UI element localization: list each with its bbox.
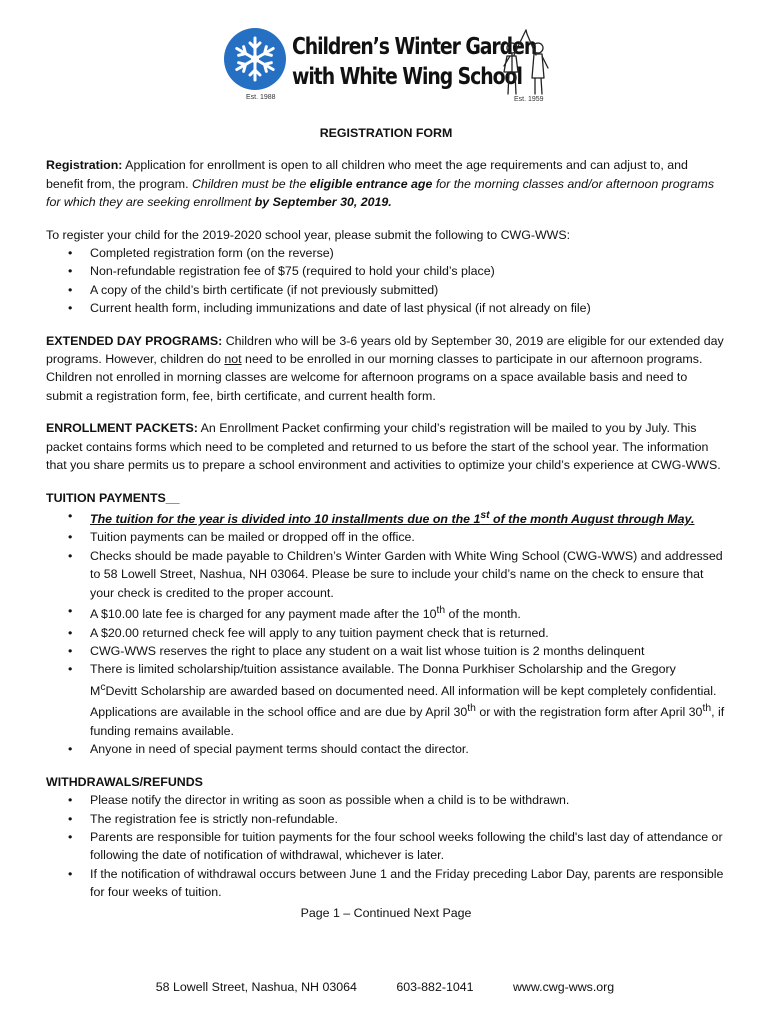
footer-phone: 603-882-1041: [396, 980, 474, 994]
tuition-item1-a: The tuition for the year is divided into 10 installments due on the 1: [90, 512, 481, 527]
list-item: • Tuition payments can be mailed or dropped off in the office.: [90, 528, 726, 546]
snowflake-logo: [224, 28, 286, 90]
list-item: • If the notification of withdrawal occurs between June 1 and the Friday preceding Labor Day, parents are responsible for four weeks of tuition.: [90, 865, 726, 902]
submit-list: [46, 244, 726, 318]
registration-paragraph: [46, 156, 726, 211]
registration-italic1: Children must be the: [192, 176, 310, 191]
list-item: • CWG-WWS reserves the right to place any student on a wait list whose tuition is 2 months delinquent: [90, 642, 726, 660]
registration-italic2: for the morning classes and/or afternoon programs for which they are seeking enrollment: [46, 176, 715, 210]
document-body: [46, 124, 726, 922]
children-arch-icon: [496, 28, 554, 98]
footer-address: 58 Lowell Street, Nashua, NH 03064: [155, 980, 357, 994]
tuition-item4-a: A $10.00 late fee is charged for any payment made after the 10: [90, 607, 437, 622]
enrollment-packets-text: An Enrollment Packet confirming your child’s registration will be mailed to you by July. This packet contains forms which need to be completed and returned to us before the start of the school year. The information that you share permits us to prepare a school environment and activities to optimize your child’s experience at CWG-WWS.: [46, 421, 721, 473]
form-title: REGISTRATION FORM: [319, 126, 453, 140]
list-item: • Checks should be made payable to Children’s Winter Garden with White Wing School (CWG-WWS) and addressed to 58 Lowell Street, Nashua, NH 03064. Please be sure to include your child’s name on the check to ensure that your check is credited to the proper account.: [90, 547, 726, 602]
tuition-item7-b: Devitt Scholarship are awarded based on documented need. All information will be kept completely confidential. Applications are available in the school office and are due by April 30: [90, 683, 717, 720]
tuition-item7-sup3: th: [702, 703, 712, 715]
registration-label: Registration:: [46, 158, 123, 173]
withdrawals-heading: WITHDRAWALS/REFUNDS: [46, 774, 203, 789]
snowflake-icon: [230, 34, 280, 84]
list-item: [90, 507, 726, 529]
submit-intro: To register your child for the 2019-2020 school year, please submit the following to CWG-WWS:: [46, 227, 571, 242]
extended-day-text2: need to be enrolled in our morning classes to participate in our afternoon programs. Children not enrolled in morning classes are welcome for afternoon programs on a space available basis and need to submit a registration form, fee, birth certificate, and current health form.: [46, 352, 703, 403]
registration-text: Application for enrollment is open to all children who meet the age requirements and can adjust to, and benefit from, the program.: [46, 158, 688, 191]
list-item: • Please notify the director in writing as soon as possible when a child is to be withdrawn.: [90, 791, 726, 809]
extended-day-text1: Children who will be 3-6 years old by September 30, 2019 are eligible for our extended day programs. However, children do: [46, 333, 724, 367]
org-title-line2: with White Wing School: [292, 64, 522, 90]
tuition-item4-sup: th: [436, 605, 446, 617]
tuition-item1-b: of the month August through May.: [489, 512, 695, 527]
list-item: • Non-refundable registration fee of $75 (required to hold your child’s place): [90, 262, 726, 280]
list-item: [90, 602, 726, 624]
tuition-item7-c: or with the registration form after April 30: [475, 705, 703, 720]
tuition-item7-d: , if funding remains available.: [90, 705, 725, 738]
list-item: • Parents are responsible for tuition payments for the four school weeks following the child's last day of attendance or following the date of notification of withdrawal, whichever is later.: [90, 828, 726, 865]
registration-bold-italic1: eligible entrance age: [309, 176, 433, 191]
enrollment-packets-label: ENROLLMENT PACKETS:: [46, 421, 198, 436]
tuition-item7-sup2: th: [467, 703, 476, 715]
extended-day-underline: not: [224, 352, 242, 367]
footer: [0, 980, 770, 994]
letterhead: [224, 28, 554, 104]
org-title-line1: Children’s Winter Garden: [292, 34, 537, 60]
tuition-item7-sup1: c: [100, 681, 106, 693]
list-item: • Completed registration form (on the reverse): [90, 244, 726, 262]
extended-day-paragraph: [46, 332, 726, 406]
list-item: • A copy of the child’s birth certificate (if not previously submitted): [90, 281, 726, 299]
tuition-item7-a: There is limited scholarship/tuition assistance available. The Donna Purkhiser Scholarship and the Gregory M: [90, 662, 676, 698]
list-item: [90, 660, 726, 740]
tuition-list: [46, 507, 726, 759]
list-item: • Current health form, including immunizations and date of last physical (if not already on file): [90, 299, 726, 317]
enrollment-packets-paragraph: [46, 419, 726, 474]
tuition-item1-sup: st: [480, 509, 490, 521]
est-left-label: Est. 1988: [246, 94, 276, 101]
extended-day-label: EXTENDED DAY PROGRAMS:: [46, 333, 223, 348]
tuition-item4-b: of the month.: [445, 607, 521, 622]
tuition-heading: TUITION PAYMENTS__: [46, 490, 180, 505]
list-item: • Anyone in need of special payment terms should contact the director.: [90, 740, 726, 758]
footer-website: www.cwg-wws.org: [512, 980, 615, 994]
est-right-label: Est. 1959: [514, 96, 544, 103]
registration-deadline: by September 30, 2019.: [254, 195, 392, 210]
list-item: • A $20.00 returned check fee will apply to any tuition payment check that is returned.: [90, 624, 726, 642]
withdrawals-list: [46, 791, 726, 901]
page-continuation-note: Page 1 – Continued Next Page: [300, 905, 472, 920]
list-item: • The registration fee is strictly non-refundable.: [90, 810, 726, 828]
